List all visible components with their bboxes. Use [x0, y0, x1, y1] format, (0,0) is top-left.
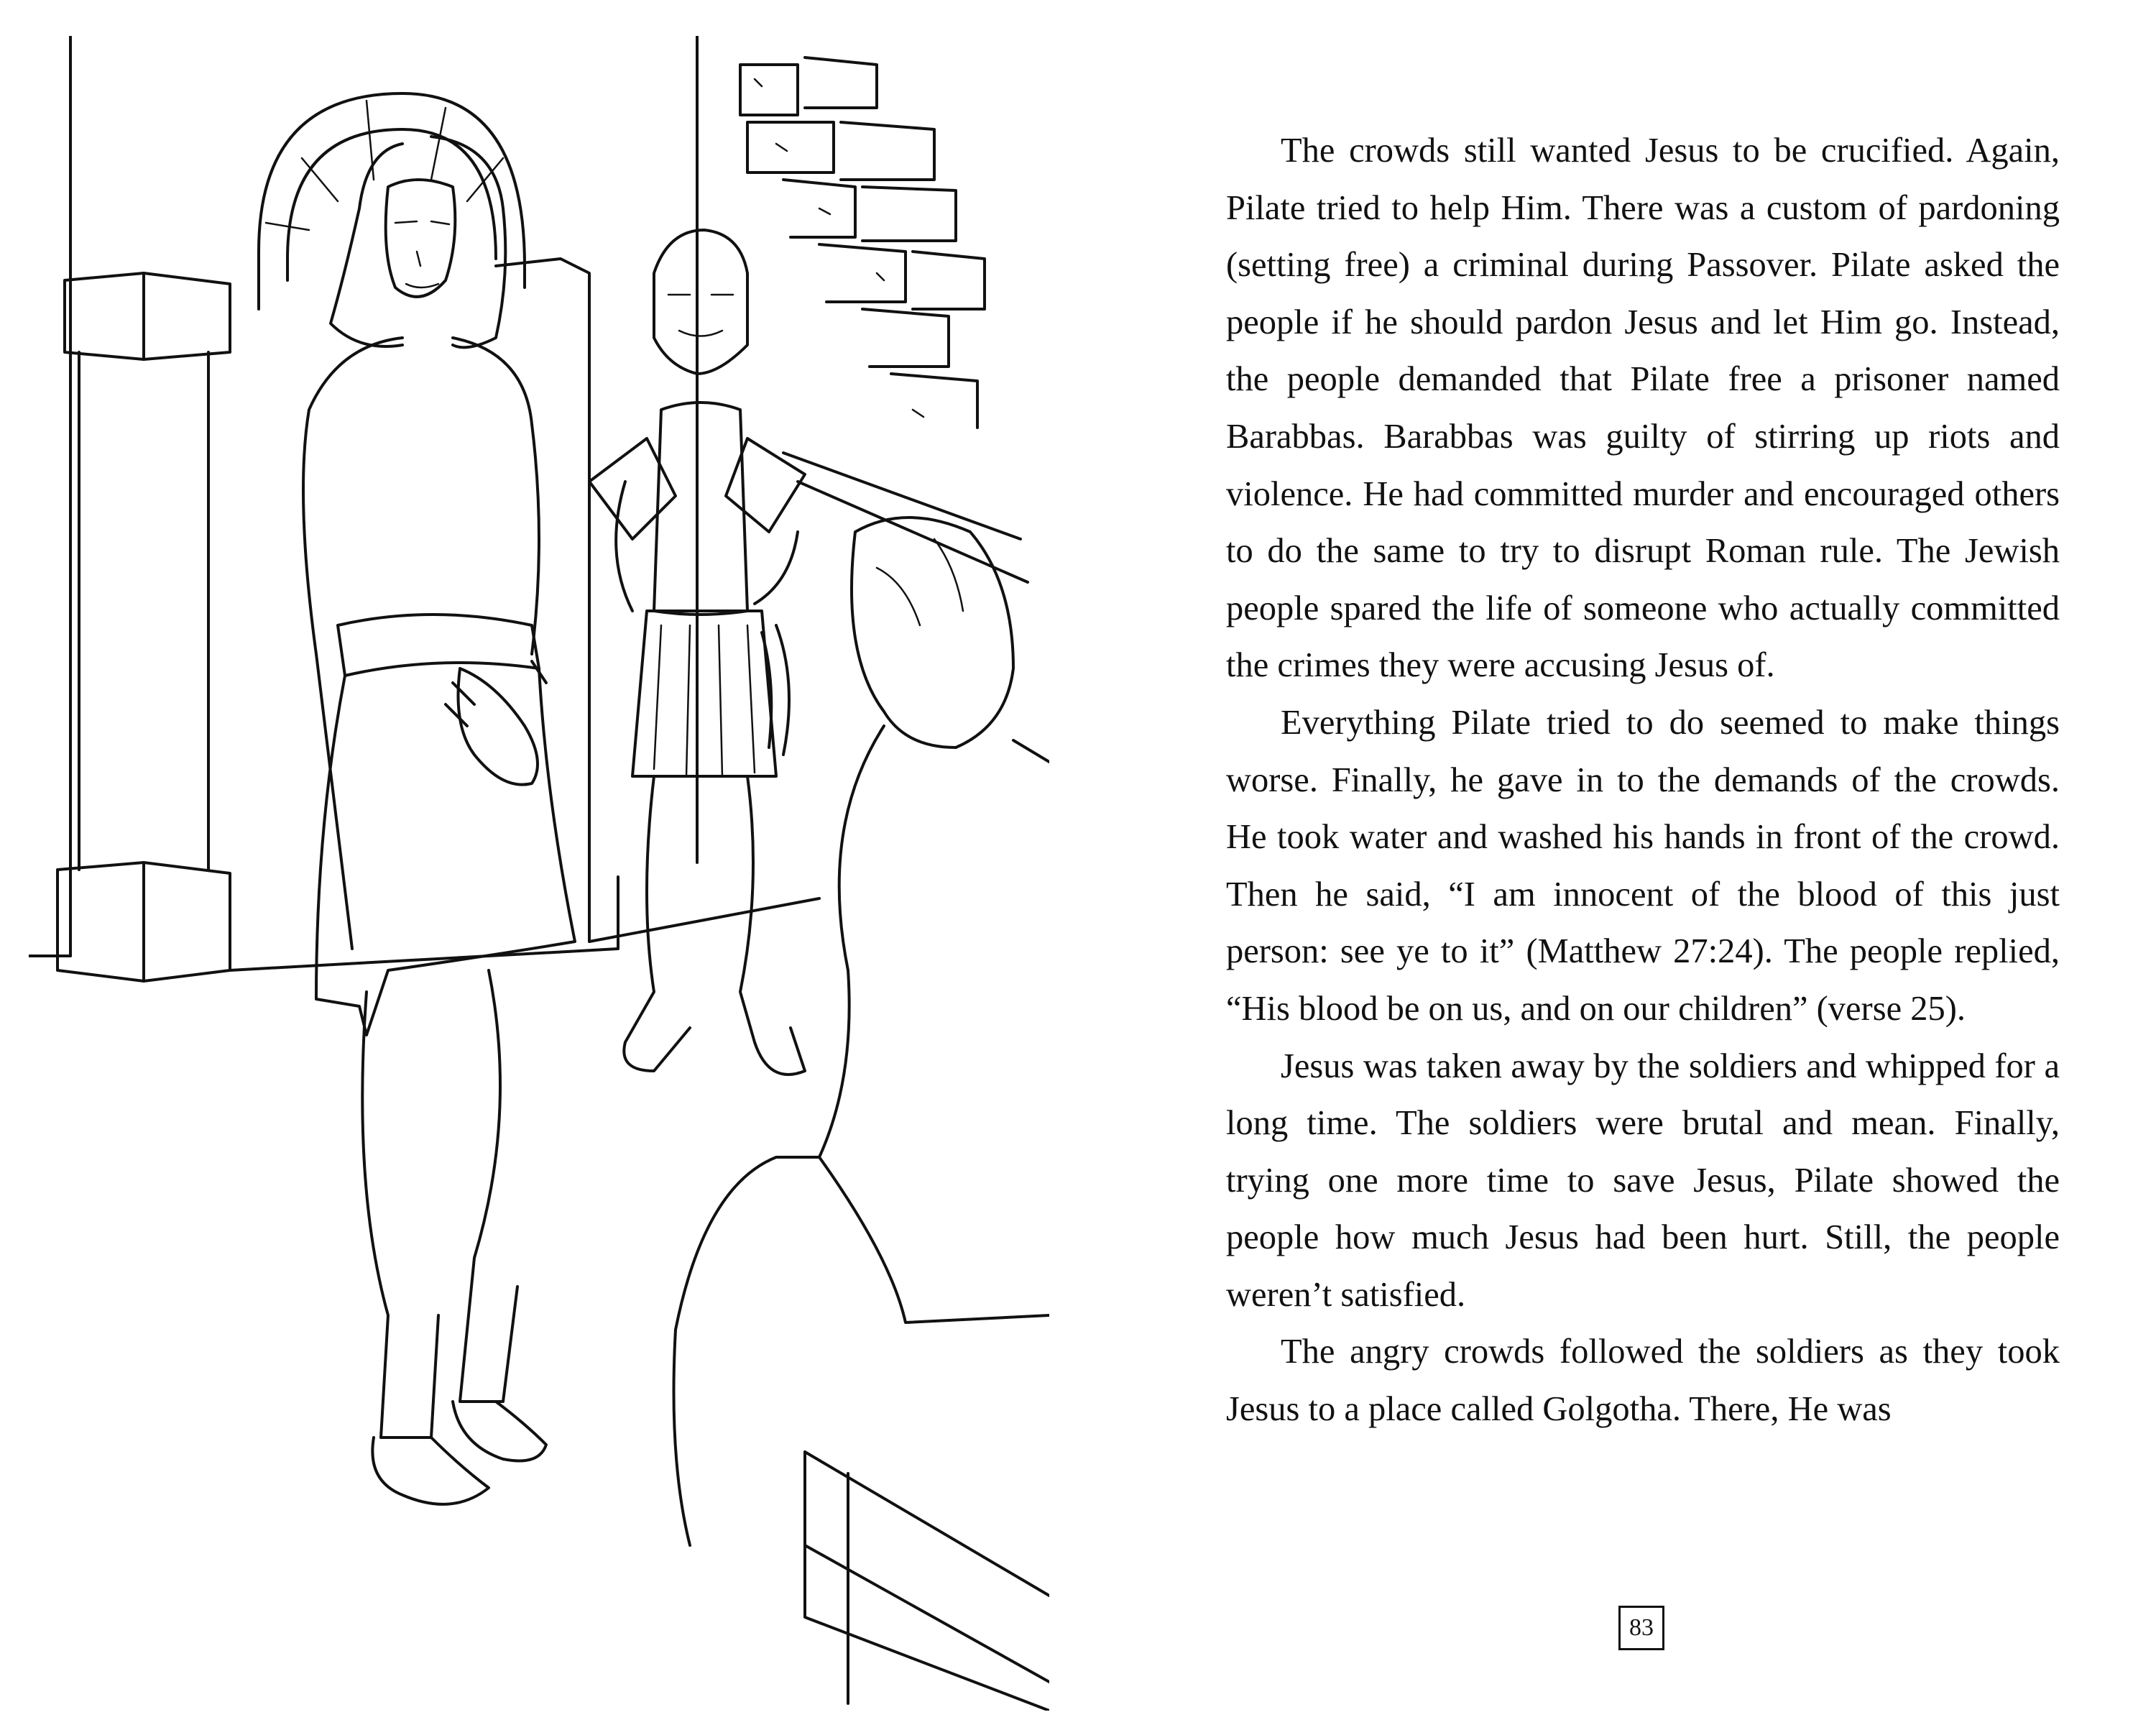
paragraph-2: Everything Pilate tried to do seemed to make things worse. Finally, he gave in to the demands of the crowds. He took water and washed his hands in front of the crowd. Then he said, “I am innocent of the blood of this just person: see ye to it” (Matthew 27:24). The people replied, “His blood be on us, and on our children” (verse 25).: [1226, 703, 2060, 1028]
illustration: [29, 36, 1049, 1711]
paragraph-1: The crowds still wanted Jesus to be crucified. Again, Pilate tried to help Him. There was a custom of pardoning (setting free) a criminal during Passover. Pilate asked the people if he should pardon Jesus and let Him go. Instead, the people demanded that Pilate free a prisoner named Barabbas. Barabbas was guilty of stirring up riots and violence. He had committed murder and encouraged others to do the same to try to disrupt Roman rule. The Jewish people spared the life of someone who actually committed the crimes they were accusing Jesus of.: [1226, 132, 2060, 685]
paragraph-4: The angry crowds followed the soldiers as they took Jesus to a place called Golgotha. There, He was: [1226, 1333, 2060, 1429]
body-text: [1226, 122, 2060, 1438]
paragraph-3: Jesus was taken away by the soldiers and whipped for a long time. The soldiers were brutal and mean. Finally, trying one more time to save Jesus, Pilate showed the people how much Jesus had been hurt. Still, the people weren’t satisfied.: [1226, 1046, 2060, 1314]
line-art-illustration: [29, 36, 1049, 1711]
page-number: 83: [1618, 1606, 1664, 1650]
